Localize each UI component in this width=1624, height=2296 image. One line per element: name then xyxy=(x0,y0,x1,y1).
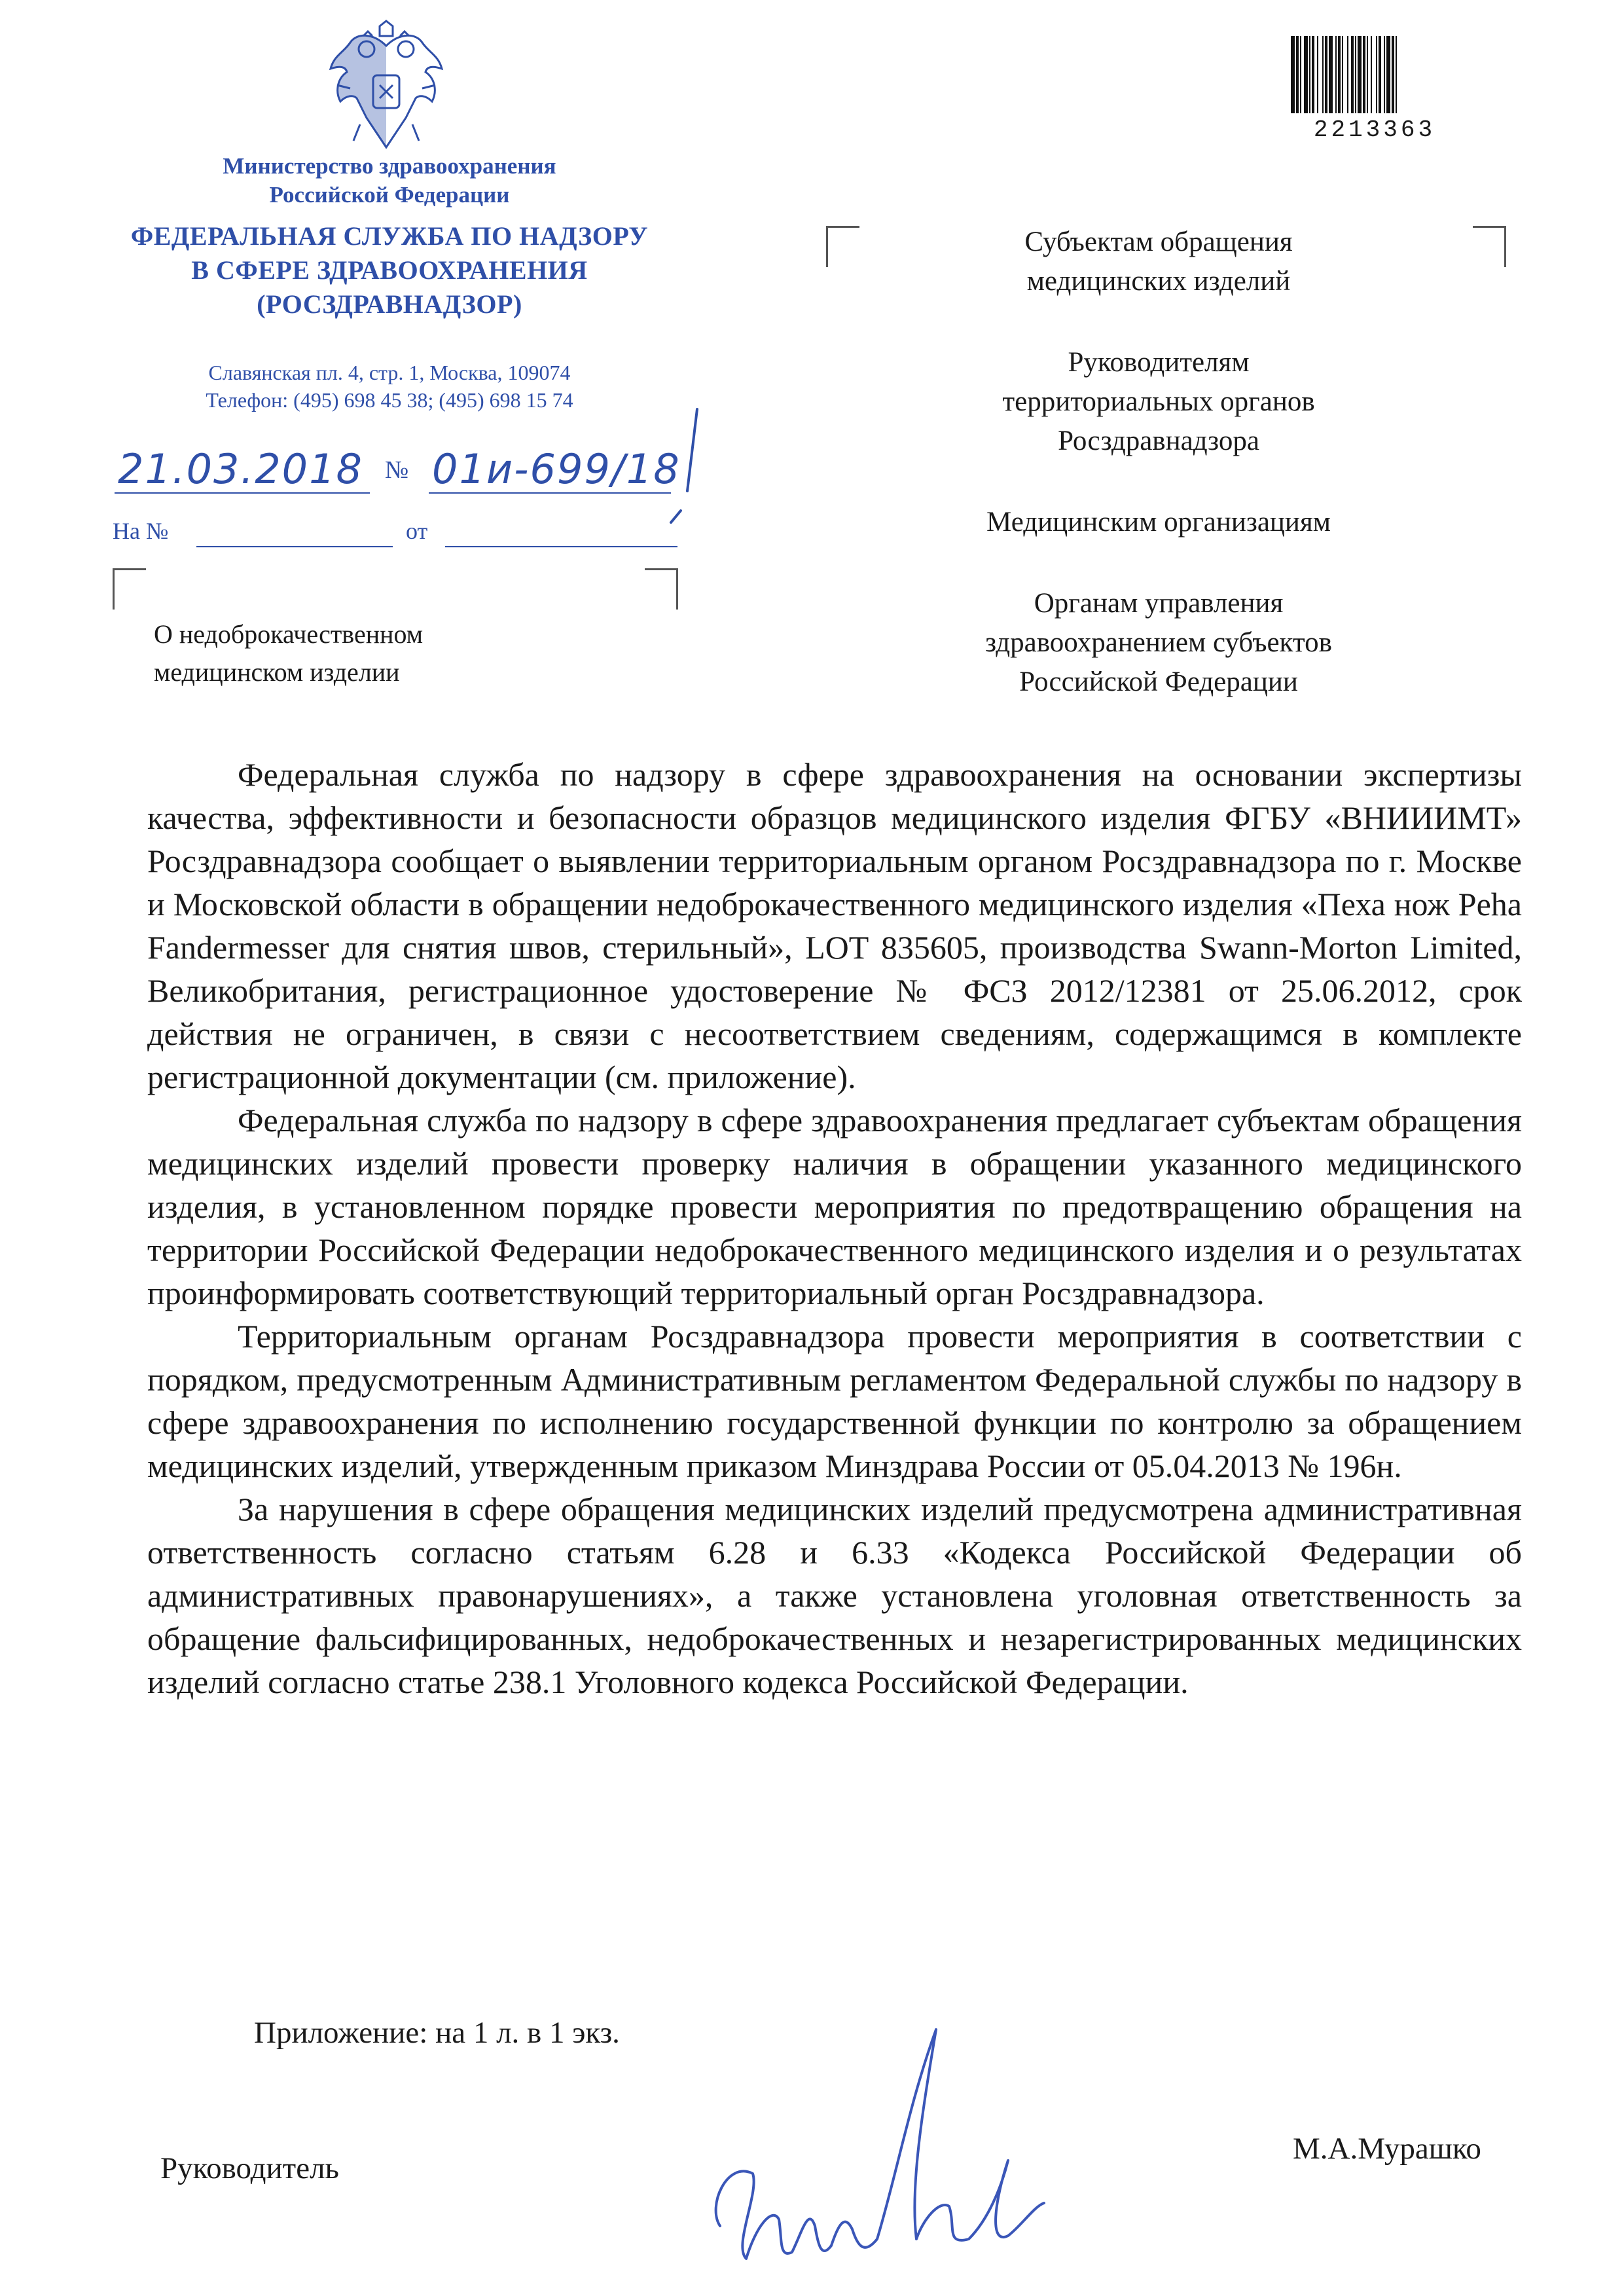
barcode-bar xyxy=(1317,36,1318,113)
barcode-bar xyxy=(1376,36,1377,113)
service-address: Славянская пл. 4, стр. 1, Москва, 109074 Телефон: (495) 698 45 38; (495) 698 15 74 xyxy=(206,361,573,412)
body-paragraph: Территориальным органам Росздравнадзора провести мероприятия в соответствии с порядком, предусмотренным Административным регламентом Федеральной службы по надзору в сфере здравоохранения по исполнению государственной функции по контролю за обращением медицинских изделий, утвержденным приказом Минздрава России от 05.04.2013 № 196н. xyxy=(147,1318,1522,1484)
date-underline xyxy=(115,492,370,494)
reply-number-label: На № xyxy=(113,518,169,544)
barcode-bar xyxy=(1342,36,1343,113)
barcode-bar xyxy=(1396,36,1397,113)
reply-number-line xyxy=(196,546,393,547)
barcode-bar xyxy=(1379,36,1381,113)
barcode-bar xyxy=(1338,36,1341,113)
barcode-bar xyxy=(1322,36,1324,113)
recipient-item: Субъектам обращения медицинских изделий xyxy=(1024,227,1293,297)
ministry-name: Министерство здравоохранения Российской Федерации xyxy=(223,153,556,208)
appendix-note: Приложение: на 1 л. в 1 экз. xyxy=(254,2016,620,2050)
number-label: № xyxy=(385,456,409,484)
subject-corner-left xyxy=(113,568,146,610)
barcode-bar xyxy=(1296,36,1299,113)
barcode-bar xyxy=(1367,36,1368,113)
barcode-image xyxy=(1290,36,1460,113)
barcode-bar xyxy=(1351,36,1354,113)
recipient-item: Руководителям территориальных органов Росздравнадзора xyxy=(1002,347,1315,456)
barcode-bar xyxy=(1291,36,1295,113)
barcode-bar xyxy=(1335,36,1337,113)
body-paragraph: Федеральная служба по надзору в сфере здравоохранения предлагает субъектам обращения медицинских изделий провести проверку наличия в обращении указанного медицинского изделия, в установленном порядке провести мероприятия по предотвращению обращения на территории Российской Федерации недоброкачественного медицинского изделия и о результатах проинформировать соответствующий территориальный орган Росздравнадзора. xyxy=(147,1102,1522,1311)
subject-corner-right xyxy=(645,568,678,610)
letter-body xyxy=(147,753,1522,1704)
recipients-block xyxy=(910,223,1407,744)
barcode-bar xyxy=(1355,36,1356,113)
registration-date: 21.03.2018 xyxy=(118,445,363,493)
reply-from-label: от xyxy=(406,518,428,544)
signer-name: М.А.Мурашко xyxy=(1293,2132,1481,2166)
barcode-bar xyxy=(1392,36,1394,113)
barcode-bar xyxy=(1312,36,1314,113)
barcode-bar xyxy=(1358,36,1362,113)
signer-position: Руководитель xyxy=(160,2151,339,2185)
barcode-bar xyxy=(1304,36,1308,113)
recipient-item: Медицинским организациям xyxy=(986,507,1331,538)
coat-of-arms-emblem xyxy=(327,20,445,157)
registration-number: 01и-699/18 xyxy=(432,445,681,493)
recipients-corner-left xyxy=(826,226,859,267)
barcode-bar xyxy=(1325,36,1327,113)
number-slash-mark xyxy=(641,406,713,524)
reply-date-line xyxy=(445,546,677,547)
handwritten-signature xyxy=(681,2010,1074,2272)
barcode-bar xyxy=(1347,36,1348,113)
body-paragraph: За нарушения в сфере обращения медицинских изделий предусмотрена административная ответственность согласно статьям 6.28 и 6.33 «Кодекса Российской Федерации об административных правонарушениях», а также установлена уголовная ответственность за обращение фальсифицированных, недоброкачественных и незарегистрированных медицинских изделий согласно статье 238.1 Уголовного кодекса Российской Федерации. xyxy=(147,1491,1522,1700)
recipient-item: Органам управления здравоохранением субъектов Российской Федерации xyxy=(985,588,1332,697)
barcode-bar xyxy=(1384,36,1385,113)
service-name: ФЕДЕРАЛЬНАЯ СЛУЖБА ПО НАДЗОРУ В СФЕРЕ ЗДРАВООХРАНЕНИЯ (РОСЗДРАВНАДЗОР) xyxy=(130,221,649,319)
body-paragraph: Федеральная служба по надзору в сфере здравоохранения на основании экспертизы качества, эффективности и безопасности образцов медицинского изделия ФГБУ «ВНИИИМТ» Росздравнадзора сообщает о выявлении территориальным органом Росздравнадзора по г. Москве и Московской области в обращении недоброкачественного медицинского изделия «Пеха нож Peha Fandermesser для снятия швов, стерильный», LOT 835605, производства Swann-Morton Limited, Великобритания, регистрационное удостоверение № ФСЗ 2012/12381 от 25.06.2012, срок действия не ограничен, в связи с несоответствием сведениям, содержащимся в комплекте регистрационной документации (см. приложение). xyxy=(147,756,1522,1095)
barcode-bar xyxy=(1371,36,1372,113)
barcode-number: 2213363 xyxy=(1313,117,1436,143)
barcode-bar xyxy=(1309,36,1310,113)
barcode-bar xyxy=(1300,36,1301,113)
barcode-bar xyxy=(1386,36,1390,113)
letter-subject: О недоброкачественном медицинском изделии xyxy=(154,619,424,687)
number-underline xyxy=(429,492,671,494)
barcode-bar xyxy=(1329,36,1333,113)
barcode-bar xyxy=(1363,36,1365,113)
recipients-corner-right xyxy=(1473,226,1506,267)
